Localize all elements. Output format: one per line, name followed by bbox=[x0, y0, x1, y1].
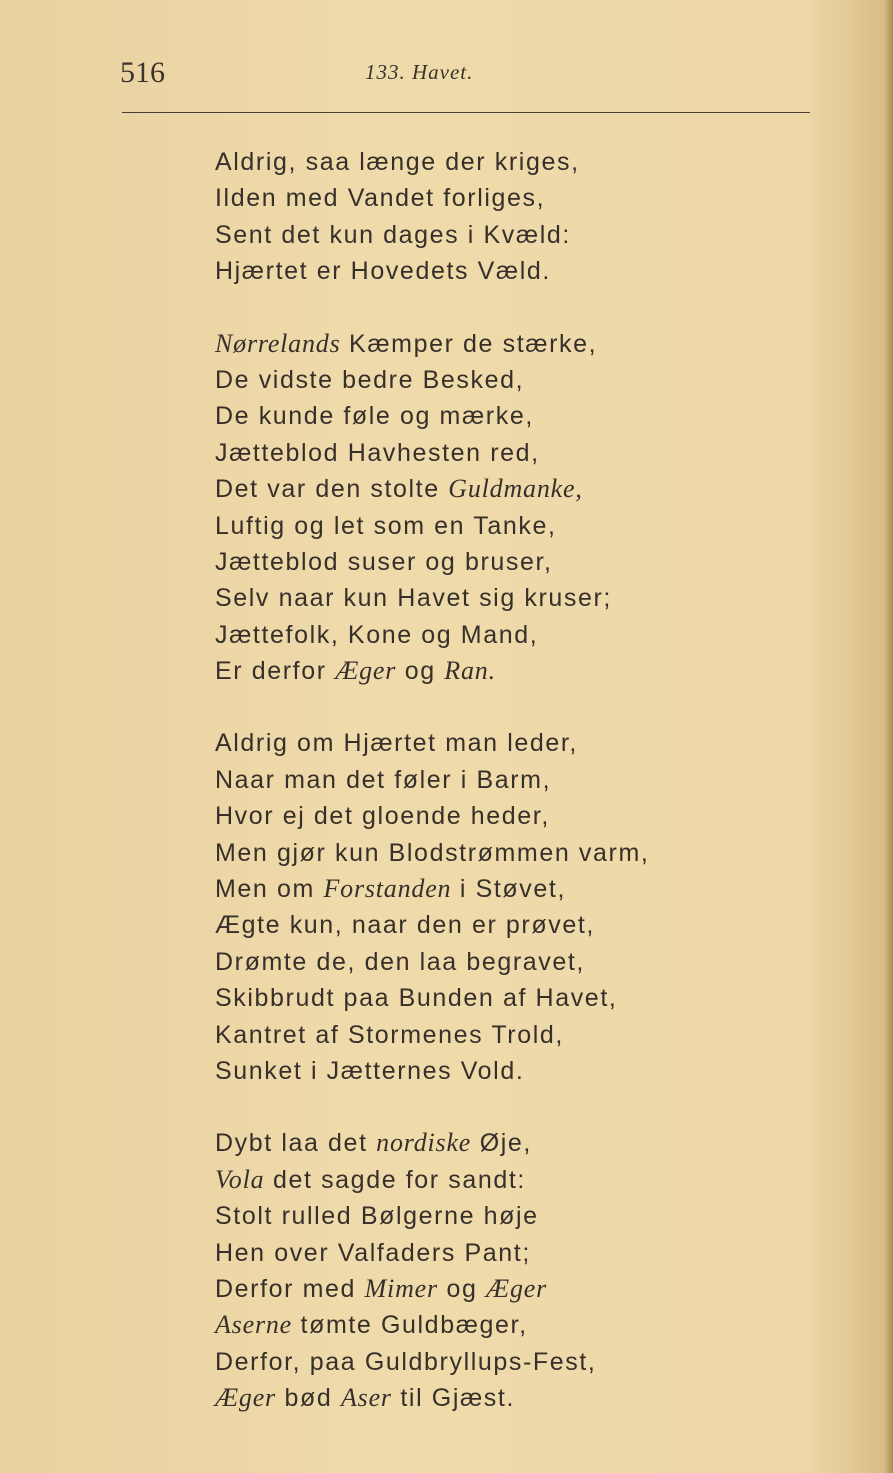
verse-line bbox=[215, 1017, 649, 1053]
header-rule bbox=[122, 112, 810, 113]
verse-text: og bbox=[396, 657, 445, 686]
stanza bbox=[215, 1125, 649, 1416]
verse-text: Kantret af Stormenes Trold, bbox=[215, 1020, 564, 1049]
verse-line bbox=[215, 1125, 649, 1161]
page-header bbox=[0, 56, 893, 96]
verse-line bbox=[215, 435, 649, 471]
verse-line bbox=[215, 1380, 649, 1416]
italic-name: Mimer bbox=[364, 1273, 438, 1303]
verse-line bbox=[215, 253, 649, 289]
italic-name: Aserne bbox=[215, 1310, 292, 1340]
italic-name: Nørrelands bbox=[215, 328, 341, 358]
verse-line bbox=[215, 725, 649, 761]
verse-text: Naar man det føler i Barm, bbox=[215, 765, 552, 794]
verse-text: Skibbrudt paa Bunden af Havet, bbox=[215, 984, 618, 1013]
verse-line bbox=[215, 471, 649, 507]
verse-line bbox=[215, 326, 649, 362]
verse-text: Dybt laa det bbox=[215, 1129, 377, 1158]
verse-text: Hen over Valfaders Pant; bbox=[215, 1238, 531, 1267]
verse-text: Aldrig, saa længe der kriges, bbox=[215, 148, 580, 176]
verse-text: Selv naar kun Havet sig kruser; bbox=[215, 584, 612, 613]
verse-line bbox=[215, 1162, 649, 1198]
verse-line bbox=[215, 544, 649, 580]
verse-text: og bbox=[437, 1274, 487, 1303]
verse-text: Det var den stolte bbox=[215, 475, 449, 504]
verse-text: Kæmper de stærke, bbox=[340, 329, 598, 358]
verse-text: Jættefolk, Kone og Mand, bbox=[215, 620, 539, 649]
verse-text: tømte Guldbæger, bbox=[292, 1311, 528, 1340]
verse-line bbox=[215, 871, 649, 907]
verse-line bbox=[215, 617, 649, 653]
verse-text: det sagde for sandt: bbox=[264, 1165, 526, 1194]
verse-text: Aldrig om Hjærtet man leder, bbox=[215, 729, 578, 758]
verse-text: Stolt rulled Bølgerne høje bbox=[215, 1202, 539, 1231]
verse-line bbox=[215, 798, 649, 834]
verse-text: Er derfor bbox=[215, 657, 336, 686]
verse-text: Jætteblod suser og bruser, bbox=[215, 547, 553, 576]
italic-name: Æger bbox=[335, 656, 397, 686]
verse-text: Luftig og let som en Tanke, bbox=[215, 511, 557, 540]
italic-name: Guldmanke, bbox=[448, 474, 583, 504]
verse-text: Hjærtet er Hovedets Væld. bbox=[215, 257, 551, 286]
verse-line bbox=[215, 217, 649, 253]
stanza bbox=[215, 144, 649, 290]
verse-line bbox=[215, 1307, 649, 1343]
italic-name: Æger bbox=[486, 1273, 548, 1303]
verse-line bbox=[215, 508, 649, 544]
verse-line bbox=[215, 835, 649, 871]
verse-text: i Støvet, bbox=[451, 875, 566, 904]
verse-line bbox=[215, 180, 649, 216]
italic-name: Æger bbox=[215, 1383, 276, 1413]
verse-text: Sunket i Jætternes Vold. bbox=[215, 1056, 525, 1085]
italic-name: Forstanden bbox=[323, 874, 452, 904]
verse-text: til Gjæst. bbox=[391, 1384, 515, 1413]
stanza bbox=[215, 326, 649, 690]
verse-line bbox=[215, 1344, 649, 1380]
verse-line bbox=[215, 762, 649, 798]
verse-text: Jætteblod Havhesten red, bbox=[215, 438, 540, 467]
page-number: 516 bbox=[120, 56, 165, 89]
italic-name: Ran. bbox=[444, 656, 496, 686]
verse-text: Ilden med Vandet forliges, bbox=[215, 184, 546, 213]
verse-line bbox=[215, 1235, 649, 1271]
verse-line bbox=[215, 907, 649, 943]
italic-name: Vola bbox=[215, 1164, 265, 1194]
verse-line bbox=[215, 653, 649, 689]
verse-line bbox=[215, 398, 649, 434]
verse-line bbox=[215, 580, 649, 616]
verse-line bbox=[215, 144, 649, 180]
verse-text: Men om bbox=[215, 875, 324, 904]
verse-text: Drømte de, den laa begravet, bbox=[215, 947, 585, 976]
verse-line bbox=[215, 1198, 649, 1234]
verse-line bbox=[215, 1271, 649, 1307]
running-title: 133. Havet. bbox=[365, 60, 474, 84]
verse-text: Ægte kun, naar den er prøvet, bbox=[215, 911, 595, 940]
verse-line bbox=[215, 1053, 649, 1089]
verse-line bbox=[215, 362, 649, 398]
verse-text: Øje, bbox=[471, 1129, 532, 1158]
poem-body bbox=[215, 144, 649, 1453]
stanza bbox=[215, 725, 649, 1089]
verse-text: Derfor med bbox=[215, 1274, 365, 1303]
italic-name: Aser bbox=[340, 1383, 392, 1413]
verse-line bbox=[215, 980, 649, 1016]
verse-text: De kunde føle og mærke, bbox=[215, 402, 534, 431]
verse-text: Men gjør kun Blodstrømmen varm, bbox=[215, 838, 650, 867]
italic-name: nordiske bbox=[376, 1128, 472, 1158]
verse-text: Derfor, paa Guldbryllups-Fest, bbox=[215, 1347, 597, 1376]
verse-text: Hvor ej det gloende heder, bbox=[215, 802, 550, 831]
verse-text: Sent det kun dages i Kvæld: bbox=[215, 220, 571, 249]
verse-text: De vidste bedre Besked, bbox=[215, 365, 525, 394]
verse-text: bød bbox=[275, 1384, 341, 1413]
verse-line bbox=[215, 944, 649, 980]
